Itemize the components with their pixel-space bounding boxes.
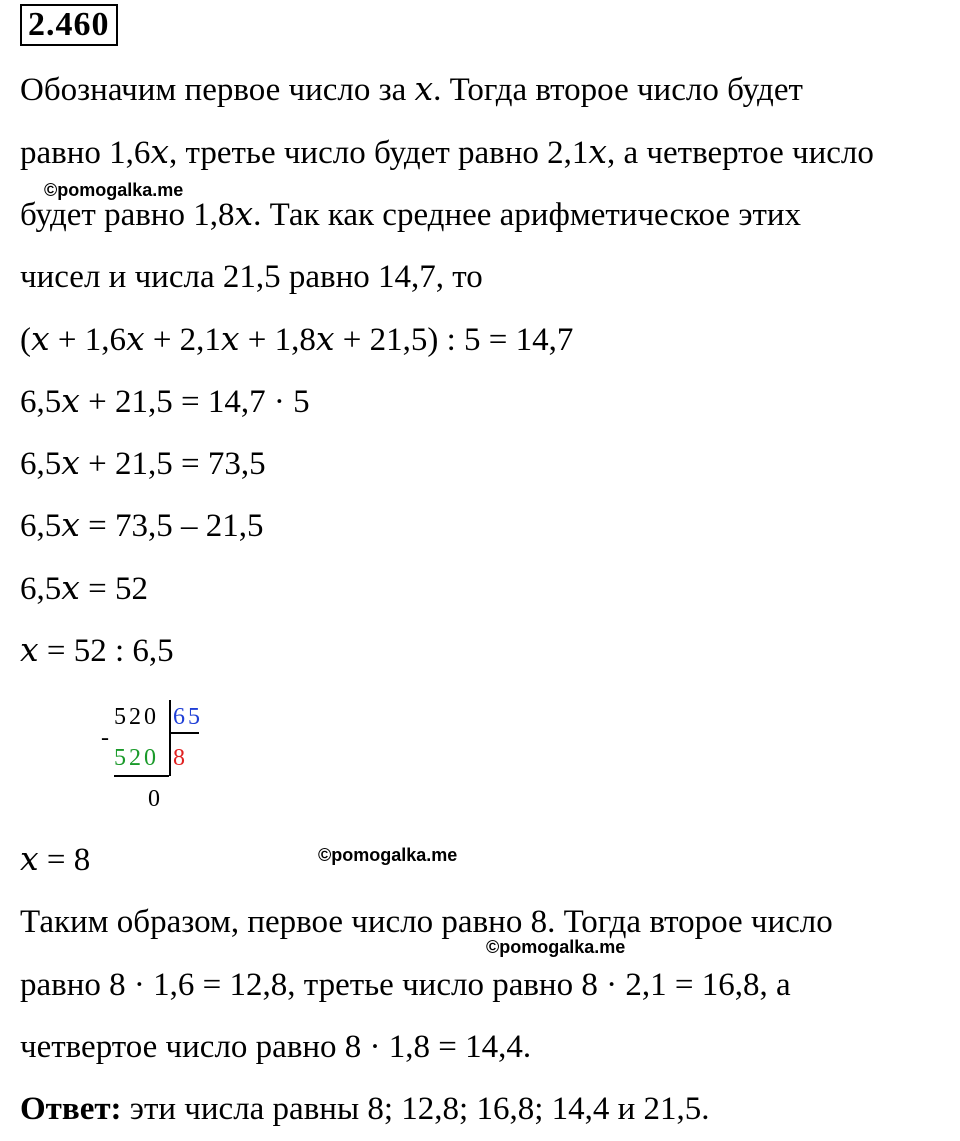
equation-6: 𝑥 = 52 : 6,5: [20, 633, 174, 669]
equation-7: 𝑥 = 8: [20, 842, 91, 878]
answer-line: [20, 1089, 710, 1129]
divisor: 65: [173, 704, 203, 730]
quotient: 8: [173, 745, 188, 771]
division-result-line: [114, 775, 169, 777]
exercise-number: 2.460: [20, 4, 118, 46]
watermark-3: ©pomogalka.me: [486, 937, 626, 957]
answer-label: Ответ:: [20, 1091, 122, 1127]
answer-text: эти числа равны 8; 12,8; 16,8; 14,4 и 21,5.: [121, 1091, 710, 1127]
dividend: 520: [114, 704, 159, 730]
text-line-2: равно 1,6𝑥, третье число будет равно 2,1𝑥, а четвертое число: [20, 135, 874, 171]
equation-1: (𝑥 + 1,6𝑥 + 2,1𝑥 + 1,8𝑥 + 21,5) : 5 = 14,7: [20, 322, 574, 358]
equation-5: 6,5𝑥 = 52: [20, 571, 148, 607]
conclusion-line-3: четвертое число равно 8 · 1,8 = 14,4.: [20, 1029, 532, 1065]
equation-4: 6,5𝑥 = 73,5 – 21,5: [20, 508, 264, 544]
equation-3: 6,5𝑥 + 21,5 = 73,5: [20, 446, 266, 482]
division-vertical-bar: [169, 700, 171, 776]
minus-sign: -: [101, 725, 109, 751]
conclusion-line-2: равно 8 · 1,6 = 12,8, третье число равно 8 · 2,1 = 16,8, а: [20, 967, 791, 1003]
text-line-1: Обозначим первое число за 𝑥. Тогда второе число будет: [20, 72, 803, 108]
division-divisor-underline: [169, 732, 199, 734]
conclusion-line-1: Таким образом, первое число равно 8. Тогда второе число: [20, 904, 833, 940]
text-line-4: чисел и числа 21,5 равно 14,7, то: [20, 259, 483, 295]
remainder: 0: [148, 786, 163, 812]
watermark-2: ©pomogalka.me: [318, 845, 458, 865]
equation-2: 6,5𝑥 + 21,5 = 14,7 · 5: [20, 384, 310, 420]
watermark-1: ©pomogalka.me: [44, 180, 184, 200]
subtrahend: 520: [114, 745, 159, 771]
text-line-3: будет равно 1,8𝑥. Так как среднее арифметическое этих: [20, 197, 802, 233]
